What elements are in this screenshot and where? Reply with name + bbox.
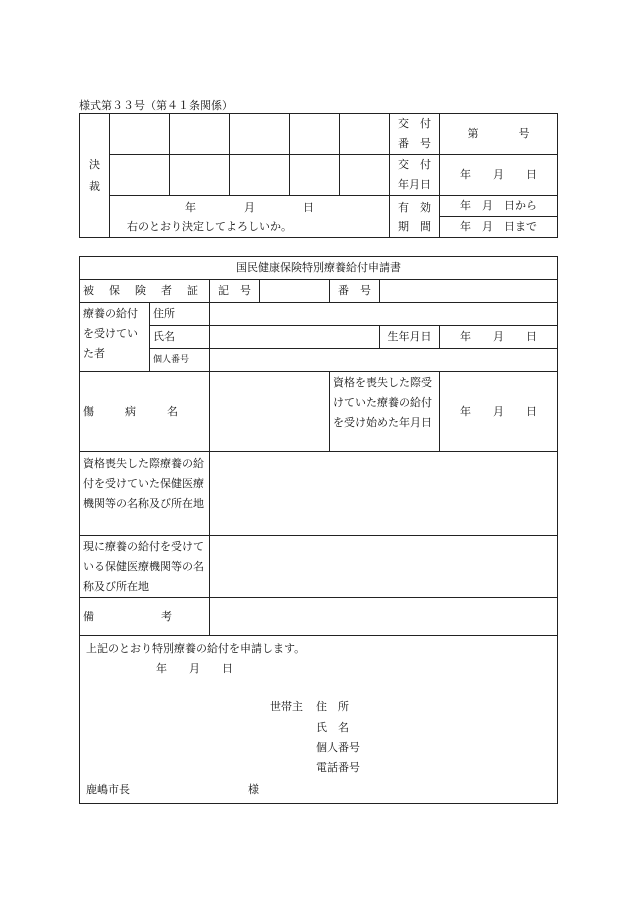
approval-text: 右のとおり決定してよろしいか。 [127, 219, 292, 233]
number-field[interactable] [380, 280, 558, 303]
address-field[interactable] [210, 303, 558, 326]
stamp-cell-7[interactable] [170, 155, 230, 196]
recipient-label: 療養の給付を受けていた者 [80, 303, 150, 372]
symbol-label: 記 号 [210, 280, 260, 303]
stamp-cell-3[interactable] [230, 114, 290, 155]
stamp-cell-8[interactable] [230, 155, 290, 196]
decision-date[interactable]: 年 月 日 [185, 200, 314, 214]
remarks-label: 備 考 [80, 598, 210, 636]
householder-personal-number-field[interactable] [380, 737, 540, 755]
current-facility-label: 現に療養の給付を受けている保健医療機関等の名称及び所在地 [80, 536, 210, 598]
issue-date-label: 交 付 年月日 [390, 155, 440, 196]
stamp-cell-2[interactable] [170, 114, 230, 155]
declaration-text: 上記のとおり特別療養の給付を申請します。 [86, 642, 306, 655]
form-number-label: 様式第３３号（第４１条関係） [79, 99, 233, 112]
remarks-field[interactable] [210, 598, 558, 636]
householder-address-label: 住 所 [316, 700, 349, 713]
decision-table [79, 113, 558, 238]
symbol-field[interactable] [260, 280, 330, 303]
addressee-suffix: 様 [248, 783, 259, 796]
start-date-label: 資格を喪失した際受けていた療養の給付を受け始めた年月日 [330, 372, 440, 452]
householder-phone-label: 電話番号 [316, 761, 360, 774]
past-facility-field[interactable] [210, 452, 558, 536]
householder-personal-number-label: 個人番号 [316, 741, 360, 754]
decision-heading: 決裁 [80, 114, 110, 238]
householder-label: 世帯主 [270, 700, 303, 713]
application-title: 国民健康保険特別療養給付申請書 [80, 257, 558, 280]
number-label: 番 号 [330, 280, 380, 303]
insured-card-label: 被 保 険 者 証 [80, 280, 210, 303]
name-field[interactable] [210, 326, 380, 349]
personal-number-field[interactable] [210, 349, 558, 372]
personal-number-label: 個人番号 [150, 349, 210, 372]
valid-period-label: 有 効 期 間 [390, 196, 440, 238]
stamp-cell-4[interactable] [290, 114, 340, 155]
householder-address-field[interactable] [380, 696, 540, 714]
birthdate-label: 生年月日 [380, 326, 440, 349]
issue-number-value[interactable]: 第 号 [440, 114, 558, 155]
illness-field[interactable] [210, 372, 330, 452]
addressee: 鹿嶋市長 [86, 783, 130, 796]
declaration-area [80, 636, 558, 804]
current-facility-field[interactable] [210, 536, 558, 598]
past-facility-label: 資格喪失した際療養の給付を受けていた保健医療機関等の名称及び所在地 [80, 452, 210, 536]
declaration-date[interactable]: 年 月 日 [156, 662, 233, 675]
application-table [79, 256, 558, 804]
stamp-cell-9[interactable] [290, 155, 340, 196]
issue-date-value[interactable]: 年 月 日 [440, 155, 558, 196]
stamp-cell-5[interactable] [340, 114, 390, 155]
stamp-cell-1[interactable] [110, 114, 170, 155]
householder-phone-field[interactable] [380, 757, 540, 775]
name-label: 氏名 [150, 326, 210, 349]
illness-label: 傷 病 名 [80, 372, 210, 452]
decision-date-and-approval [110, 196, 390, 238]
start-date-field[interactable]: 年 月 日 [440, 372, 558, 452]
householder-name-label: 氏 名 [316, 721, 349, 734]
stamp-cell-10[interactable] [340, 155, 390, 196]
issue-number-label: 交 付 番 号 [390, 114, 440, 155]
householder-name-field[interactable] [380, 717, 540, 735]
stamp-cell-6[interactable] [110, 155, 170, 196]
birthdate-field[interactable]: 年 月 日 [440, 326, 558, 349]
address-label: 住所 [150, 303, 210, 326]
valid-period-value[interactable]: 年 月 日から 年 月 日まで [440, 196, 558, 238]
